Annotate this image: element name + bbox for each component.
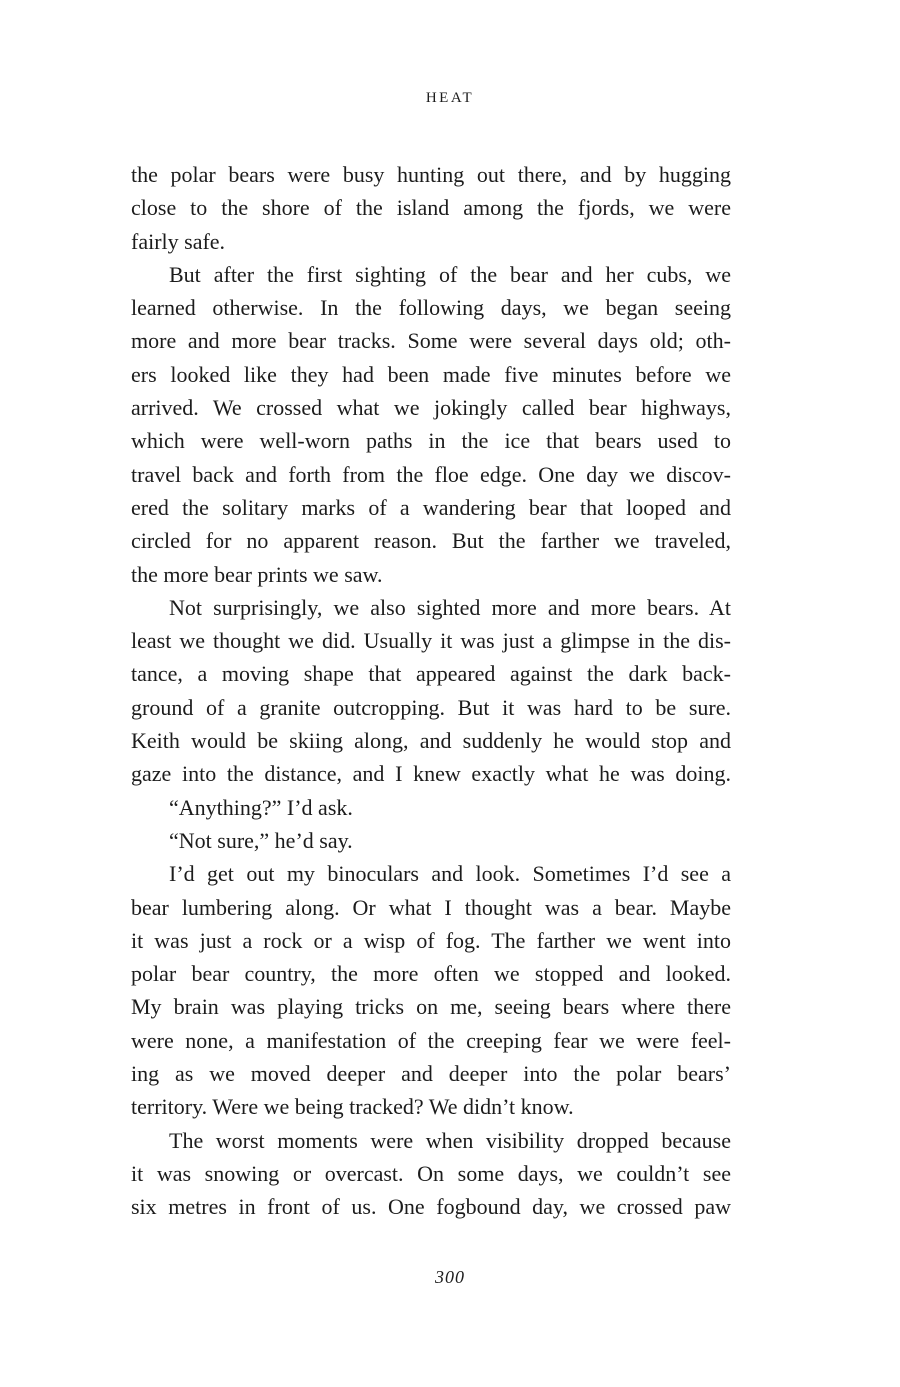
text-line: ers looked like they had been made five minutes before we xyxy=(131,361,731,387)
text-line: ered the solitary marks of a wandering bear that looped and xyxy=(131,494,731,520)
text-line: ing as we moved deeper and deeper into the polar bears’ xyxy=(131,1061,731,1087)
body-text xyxy=(131,158,731,1224)
text-line: tance, a moving shape that appeared against the dark back- xyxy=(131,661,731,687)
text-line: circled for no apparent reason. But the farther we traveled, xyxy=(131,528,731,554)
text-line: ground of a granite outcropping. But it was hard to be sure. xyxy=(131,694,731,720)
text-line: territory. Were we being tracked? We didn’t know. xyxy=(131,1094,574,1120)
text-line: bear lumbering along. Or what I thought was a bear. Maybe xyxy=(131,894,731,920)
text-line: it was just a rock or a wisp of fog. The farther we went into xyxy=(131,927,731,953)
text-line: more and more bear tracks. Some were several days old; oth- xyxy=(131,328,731,354)
text-line: the more bear prints we saw. xyxy=(131,561,383,587)
text-line: gaze into the distance, and I knew exactly what he was doing. xyxy=(131,761,731,787)
text-line: fairly safe. xyxy=(131,228,226,254)
text-line: which were well-worn paths in the ice that bears used to xyxy=(131,428,731,454)
text-line: six metres in front of us. One fogbound day, we crossed paw xyxy=(131,1194,731,1220)
text-line: Not surprisingly, we also sighted more and more bears. At xyxy=(169,594,731,620)
text-line: “Not sure,” he’d say. xyxy=(169,827,353,853)
text-line: close to the shore of the island among the fjords, we were xyxy=(131,195,731,221)
text-line: travel back and forth from the floe edge. One day we discov- xyxy=(131,461,731,487)
text-line: My brain was playing tricks on me, seeing bears where there xyxy=(131,994,731,1020)
text-line: polar bear country, the more often we stopped and looked. xyxy=(131,961,731,987)
running-head: HEAT xyxy=(425,90,475,106)
text-line: were none, a manifestation of the creeping fear we were feel- xyxy=(131,1027,731,1053)
text-line: the polar bears were busy hunting out there, and by hugging xyxy=(131,162,731,187)
text-line: learned otherwise. In the following days, we began seeing xyxy=(131,295,731,321)
text-line: arrived. We crossed what we jokingly called bear highways, xyxy=(131,395,731,421)
text-line: “Anything?” I’d ask. xyxy=(169,794,353,820)
page-number: 300 xyxy=(435,1267,465,1287)
text-line: The worst moments were when visibility dropped because xyxy=(169,1127,731,1153)
text-line: it was snowing or overcast. On some days, we couldn’t see xyxy=(131,1160,731,1186)
text-line: I’d get out my binoculars and look. Sometimes I’d see a xyxy=(169,861,731,887)
text-line: But after the first sighting of the bear and her cubs, we xyxy=(169,261,731,287)
text-line: Keith would be skiing along, and suddenly he would stop and xyxy=(131,728,731,754)
text-line: least we thought we did. Usually it was just a glimpse in the dis- xyxy=(131,628,731,654)
